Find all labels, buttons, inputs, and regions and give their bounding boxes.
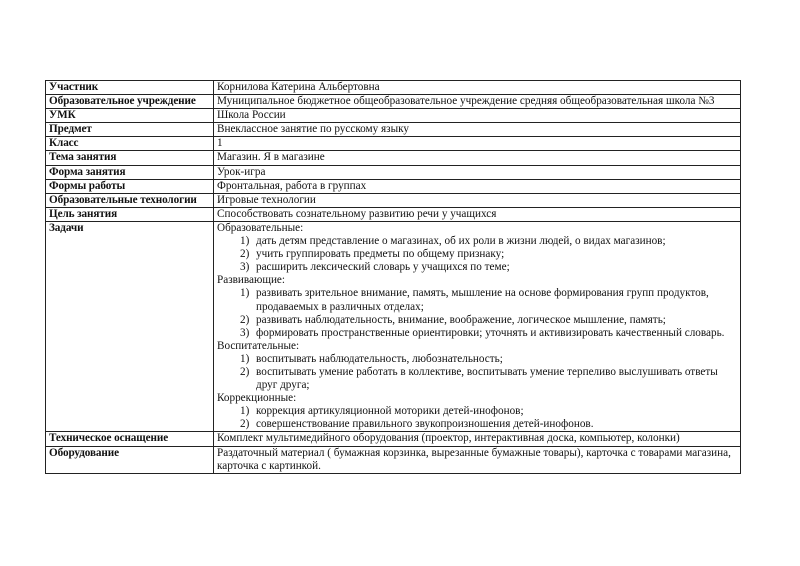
item-number: 2) — [240, 418, 250, 431]
task-list — [217, 353, 737, 392]
task-list — [217, 405, 737, 431]
row-value: Фронтальная, работа в группах — [214, 179, 741, 193]
task-group-correctional — [217, 392, 737, 431]
item-number: 1) — [240, 352, 250, 365]
row-value: Игровые технологии — [214, 193, 741, 207]
item-number: 2) — [240, 365, 250, 378]
row-value: Школа России — [214, 109, 741, 123]
row-value: Способствовать сознательному развитию речи у учащихся — [214, 207, 741, 221]
item-text: коррекция артикуляционной моторики детей-инофонов; — [256, 405, 524, 418]
task-group-title: Воспитательные: — [217, 339, 300, 352]
row-value: Магазин. Я в магазине — [214, 151, 741, 165]
row-value: Комплект мультимедийного оборудования (проектор, интерактивная доска, компьютер, колонки) — [214, 432, 741, 446]
table-row-goal — [46, 207, 741, 221]
table-row-grade — [46, 137, 741, 151]
row-value: Муниципальное бюджетное общеобразовательное учреждение средняя общеобразовательная школа №3 — [214, 95, 741, 109]
row-label: Участник — [46, 81, 214, 95]
list-item — [217, 287, 737, 313]
row-value: Урок-игра — [214, 165, 741, 179]
row-label: УМК — [46, 109, 214, 123]
list-item — [217, 353, 737, 366]
row-label: Формы работы — [46, 179, 214, 193]
list-item — [217, 405, 737, 418]
lesson-plan-page — [45, 80, 741, 474]
item-text: расширить лексический словарь у учащихся по теме; — [256, 261, 510, 274]
task-group-title: Развивающие: — [217, 274, 286, 287]
table-row-participant — [46, 81, 741, 95]
table-row-work-forms — [46, 179, 741, 193]
list-item — [217, 248, 737, 261]
row-label: Задачи — [46, 221, 214, 432]
item-number: 3) — [240, 326, 250, 339]
list-item — [217, 366, 737, 392]
table-row-tasks — [46, 221, 741, 432]
item-number: 2) — [240, 248, 250, 261]
item-text: развивать зрительное внимание, память, мышление на основе формирования групп продуктов, продаваемых в различных отделах; — [256, 287, 709, 313]
list-item — [217, 261, 737, 274]
task-group-developmental — [217, 274, 737, 339]
item-number: 1) — [240, 287, 250, 300]
task-list — [217, 287, 737, 339]
row-label: Техническое оснащение — [46, 432, 214, 446]
row-label: Класс — [46, 137, 214, 151]
list-item — [217, 235, 737, 248]
row-value: Внеклассное занятие по русскому языку — [214, 123, 741, 137]
item-text: дать детям представление о магазинах, об их роли в жизни людей, о видах магазинов; — [256, 235, 666, 248]
row-value: Раздаточный материал ( бумажная корзинка, вырезанные бумажные товары), карточка с товарами магазина, карточка с картинкой. — [214, 446, 741, 473]
item-text: учить группировать предметы по общему признаку; — [256, 248, 505, 261]
row-value: Корнилова Катерина Альбертовна — [214, 81, 741, 95]
item-number: 1) — [240, 405, 250, 418]
task-group-title: Образовательные: — [217, 221, 304, 234]
table-row-equipment — [46, 446, 741, 473]
table-row-subject — [46, 123, 741, 137]
item-text: формировать пространственные ориентировки; уточнять и активизировать качественный словарь. — [256, 326, 725, 339]
item-text: воспитывать наблюдательность, любознательность; — [256, 352, 503, 365]
table-row-topic — [46, 151, 741, 165]
row-label: Форма занятия — [46, 165, 214, 179]
task-group-educational — [217, 222, 737, 274]
list-item — [217, 418, 737, 431]
task-group-upbringing — [217, 340, 737, 392]
row-label: Образовательные технологии — [46, 193, 214, 207]
list-item — [217, 327, 737, 340]
row-value: 1 — [214, 137, 741, 151]
task-group-title: Коррекционные: — [217, 392, 297, 405]
item-number: 1) — [240, 235, 250, 248]
item-text: совершенствование правильного звукопроизношения детей-инофонов. — [256, 418, 594, 431]
item-number: 3) — [240, 261, 250, 274]
item-text: воспитывать умение работать в коллективе, воспитывать умение терпеливо выслушивать ответы друг друга; — [256, 365, 718, 392]
item-number: 2) — [240, 313, 250, 326]
table-row-institution — [46, 95, 741, 109]
task-list — [217, 235, 737, 274]
table-row-technologies — [46, 193, 741, 207]
row-label: Образовательное учреждение — [46, 95, 214, 109]
row-label: Предмет — [46, 123, 214, 137]
tasks-cell — [214, 221, 741, 432]
row-label: Цель занятия — [46, 207, 214, 221]
item-text: развивать наблюдательность, внимание, воображение, логическое мышление, память; — [256, 313, 666, 326]
table-row-umk — [46, 109, 741, 123]
table-row-lesson-form — [46, 165, 741, 179]
row-label: Оборудование — [46, 446, 214, 473]
row-label: Тема занятия — [46, 151, 214, 165]
list-item — [217, 314, 737, 327]
table-row-technical-equipment — [46, 432, 741, 446]
lesson-info-table — [45, 80, 741, 474]
